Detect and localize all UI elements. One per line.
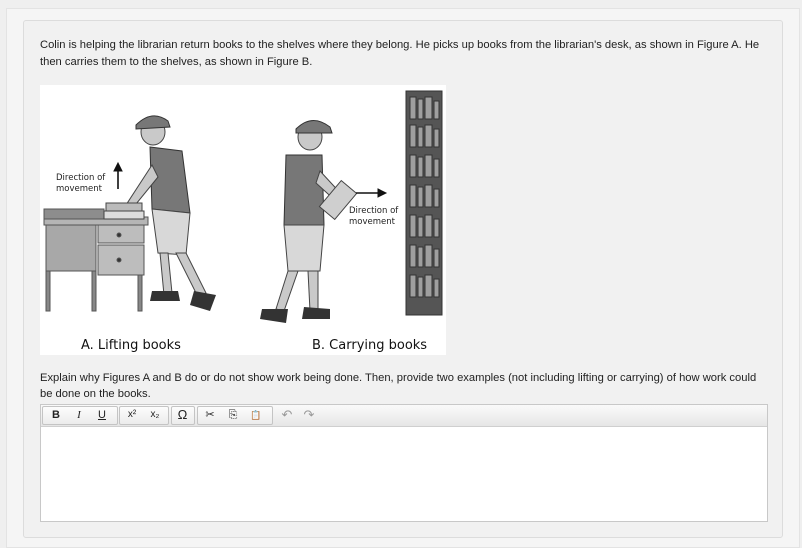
question-card xyxy=(23,20,783,538)
arrow-b-label-1: Direction of xyxy=(349,206,399,216)
arrow-b-drawing xyxy=(356,189,386,197)
special-character-button[interactable]: Ω xyxy=(177,407,188,422)
rich-text-editor xyxy=(40,404,768,522)
underline-button[interactable]: U xyxy=(98,409,106,421)
arrow-a-label-1: Direction of xyxy=(56,173,106,183)
subscript-button[interactable]: x₂ xyxy=(150,409,160,420)
illustration-figure xyxy=(40,85,446,355)
bold-button[interactable]: B xyxy=(52,409,60,421)
figure-a-caption: A. Lifting books xyxy=(81,338,181,353)
bookshelf-drawing xyxy=(406,91,442,315)
paste-button[interactable]: 📋 xyxy=(250,410,262,420)
question-prompt: Colin is helping the librarian return books to the shelves where they belong. He picks up books from the librarian's desk, as shown in Figure A. He then carries them to the shelves, as shown in Figure B. xyxy=(40,39,760,68)
superscript-button[interactable]: x² xyxy=(127,409,137,420)
redo-button[interactable]: ↷ xyxy=(303,407,315,422)
italic-button[interactable]: I xyxy=(77,409,81,421)
copy-button[interactable]: ⎘ xyxy=(228,409,238,421)
cut-button[interactable]: ✂ xyxy=(205,409,215,421)
arrow-b-label-2: movement xyxy=(349,217,395,227)
figure-b-caption: B. Carrying books xyxy=(312,338,428,353)
arrow-a-label-2: movement xyxy=(56,184,102,194)
answer-text-area[interactable] xyxy=(41,427,767,521)
question-text: Explain why Figures A and B do or do not show work being done. Then, provide two examples (not including lifting or carrying) of how work could be done on the books. xyxy=(40,372,757,400)
person-b-drawing xyxy=(260,120,357,323)
arrow-a-drawing xyxy=(114,163,122,189)
undo-button[interactable]: ↶ xyxy=(281,407,293,422)
editor-toolbar xyxy=(41,405,767,427)
person-a-drawing xyxy=(104,116,216,311)
figure-drawing xyxy=(40,85,446,355)
desk-drawing xyxy=(44,209,148,311)
